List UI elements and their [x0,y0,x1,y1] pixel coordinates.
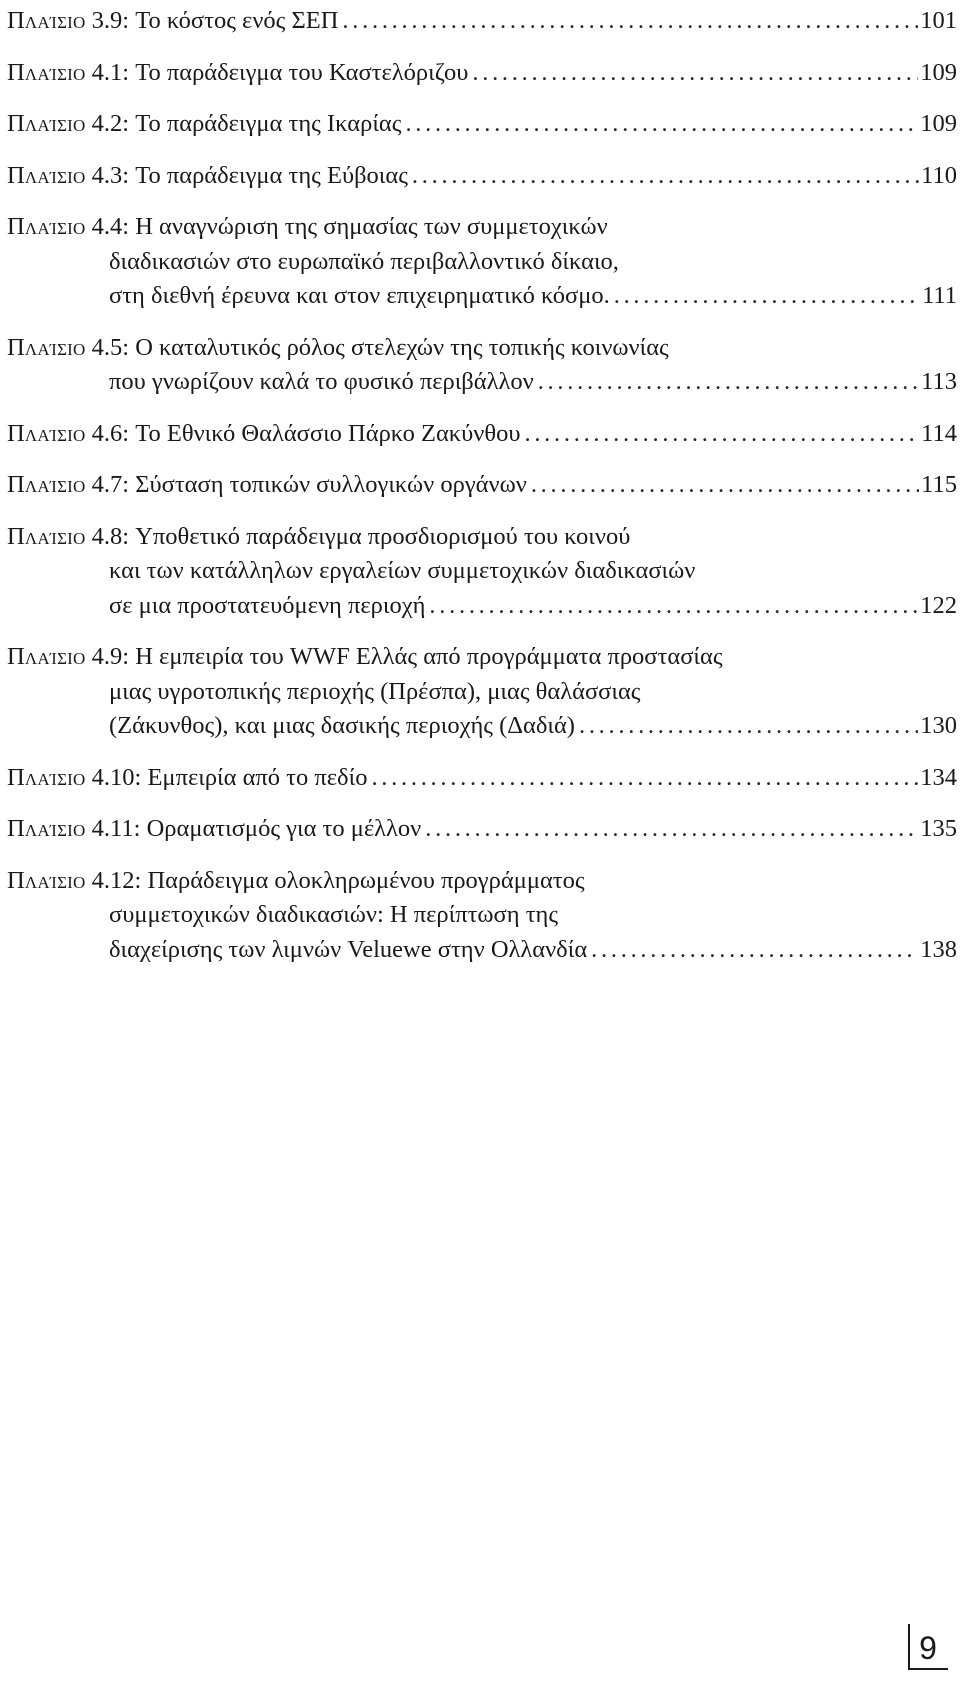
toc-entry-page: 113 [921,368,957,395]
toc-entry-title: Το παράδειγμα του Καστελόριζου [135,58,469,86]
toc-entry-label: Πλαίσιο [7,333,86,361]
toc-entry-label: Πλαίσιο [7,419,86,447]
toc-entry-label: Πλαίσιο [7,522,86,550]
dot-leader [342,4,918,39]
dot-leader [538,365,919,400]
dot-leader [405,107,918,142]
toc-entry-first-line [7,331,957,366]
toc-entry-page: 122 [920,591,957,619]
toc-entry-number: 4.9: [85,643,136,670]
toc-entry-number: 4.5: [85,333,136,361]
toc-entry-title: Το Εθνικό Θαλάσσιο Πάρκο Ζακύνθου [135,419,521,447]
toc-entry-label: Πλαίσιο [7,643,86,670]
toc-entry-label: Πλαίσιο [7,110,86,137]
toc-entry [7,331,957,400]
toc-entry-label: Πλαίσιο [7,213,86,240]
toc-entry-number: 4.6: [85,419,136,447]
dot-leader [371,761,918,796]
toc-entry-number: 4.11: [85,815,147,842]
toc-entry-label: Πλαίσιο [7,763,86,791]
dot-leader [579,709,918,744]
toc-entry-number: 4.7: [85,471,136,498]
toc-entry-title: συμμετοχικών διαδικασιών: Η περίπτωση της [109,901,559,928]
dot-leader [412,159,919,194]
toc-entry-label: Πλαίσιο [7,815,86,842]
toc-entry-title: Το κόστος ενός ΣΕΠ [135,7,339,34]
toc-entry-number: 4.2: [85,110,136,137]
toc-entry-page: 109 [920,58,957,86]
toc-entry-label: Πλαίσιο [7,161,86,189]
toc-entry-first-line [7,812,957,847]
toc-entry-title: Το παράδειγμα της Εύβοιας [135,161,408,189]
toc-entry-title: Σύσταση τοπικών συλλογικών οργάνων [135,471,527,498]
toc-entry-number: 4.12: [85,866,148,894]
toc-entry-title: Εμπειρία από το πεδίο [147,763,368,791]
toc-entry-page: 138 [920,935,957,963]
toc-entry-title: Το παράδειγμα της Ικαρίας [135,110,402,137]
toc-entry-first-line [7,56,957,91]
toc-entry-page: 101 [920,7,957,34]
toc-entry-title: και των κατάλληλων εργαλείων συμμετοχικών διαδικασιών [109,557,696,584]
toc-entry-page: 115 [921,471,957,498]
toc-entry-title: διαχείρισης των λιμνών Veluewe στην Ολλανδία [109,935,588,963]
toc-entry-first-line [7,159,957,194]
toc-entry-title: σε μια προστατευόμενη περιοχή [109,591,426,619]
toc-entry [7,761,957,796]
toc-entry-title: Παράδειγμα ολοκληρωμένου προγράμματος [147,866,585,894]
toc-entry-first-line [7,520,957,555]
toc-entry-first-line [7,640,957,675]
toc-entry [7,210,957,314]
toc-entry-page: 114 [921,419,957,447]
toc-entry [7,107,957,142]
toc-entry-title: (Ζάκυνθος), και μιας δασικής περιοχής (Δαδιά) [109,712,575,739]
page-number: 9 [908,1630,948,1670]
toc-entry [7,468,957,503]
toc-entry-first-line [7,210,957,245]
toc-entry-first-line [7,417,957,452]
toc-entry-continuation-line [7,675,957,710]
dot-leader [531,468,919,503]
dot-leader [425,812,918,847]
toc-entry-title: Οραματισμός για το μέλλον [146,815,422,842]
toc-entry-number: 4.8: [85,522,136,550]
toc-entry-label: Πλαίσιο [7,471,86,498]
toc-entry-title: στη διεθνή έρευνα και στον επιχειρηματικό κόσμο. [109,282,610,309]
toc-entry [7,56,957,91]
table-of-contents [7,4,957,984]
toc-entry-continuation-line [7,554,957,589]
toc-entry [7,864,957,968]
dot-leader [614,279,920,314]
toc-entry-first-line [7,864,957,899]
toc-entry [7,4,957,39]
toc-entry-title: μιας υγροτοπικής περιοχής (Πρέσπα), μιας θαλάσσιας [109,677,641,705]
toc-entry [7,417,957,452]
toc-entry-title: που γνωρίζουν καλά το φυσικό περιβάλλον [109,368,534,395]
toc-entry-number: 3.9: [85,7,136,34]
toc-entry-continuation-line [7,245,957,280]
toc-entry-title: Η αναγνώριση της σημασίας των συμμετοχικών [135,213,608,240]
toc-entry-number: 4.1: [85,58,136,86]
toc-entry-title: Ο καταλυτικός ρόλος στελεχών της τοπικής κοινωνίας [135,333,669,361]
toc-entry [7,640,957,744]
toc-entry-continuation-line [7,709,957,744]
toc-entry-number: 4.4: [85,213,136,240]
toc-entry-page: 130 [920,712,957,739]
toc-entry-number: 4.3: [85,161,136,189]
toc-entry-label: Πλαίσιο [7,866,86,894]
toc-entry-title: Υποθετικό παράδειγμα προσδιορισμού του κοινού [135,522,631,550]
toc-entry-continuation-line [7,589,957,624]
toc-entry-page: 135 [920,815,957,842]
toc-entry-label: Πλαίσιο [7,7,86,34]
toc-entry-label: Πλαίσιο [7,58,86,86]
toc-entry-first-line [7,107,957,142]
toc-entry-first-line [7,468,957,503]
toc-entry-first-line [7,761,957,796]
toc-entry-title: διαδικασιών στο ευρωπαϊκό περιβαλλοντικό δίκαιο, [109,247,619,275]
toc-entry-page: 134 [920,763,957,791]
toc-entry-page: 110 [921,161,957,189]
toc-entry [7,812,957,847]
toc-entry-continuation-line [7,365,957,400]
dot-leader [429,589,918,624]
toc-entry-page: 109 [920,110,957,137]
dot-leader [591,933,918,968]
toc-entry-first-line [7,4,957,39]
dot-leader [472,56,918,91]
toc-entry-page: 111 [922,282,957,309]
toc-entry [7,520,957,624]
toc-entry-continuation-line [7,279,957,314]
toc-entry-continuation-line [7,898,957,933]
toc-entry-continuation-line [7,933,957,968]
toc-entry-number: 4.10: [85,763,148,791]
dot-leader [524,417,919,452]
toc-entry [7,159,957,194]
toc-entry-title: Η εμπειρία του WWF Ελλάς από προγράμματα προστασίας [135,643,723,670]
